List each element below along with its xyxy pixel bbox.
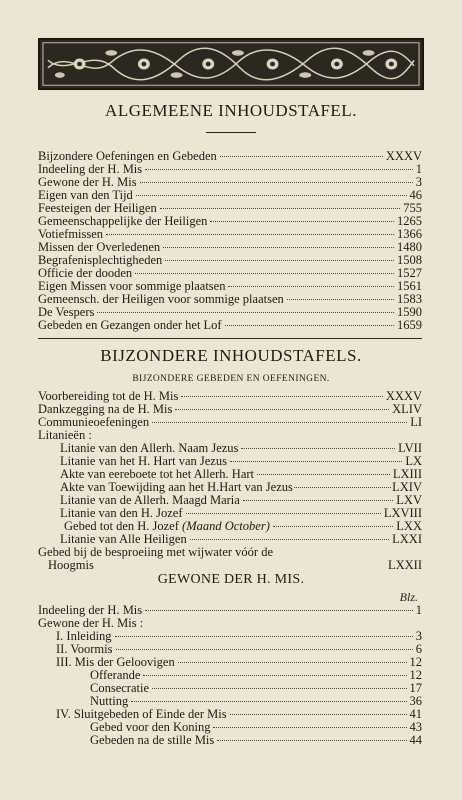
toc-row: II. Voormis 6	[56, 642, 422, 656]
toc-row: Litanie van den H. Jozef LXVIII	[60, 506, 422, 520]
section-divider	[38, 338, 422, 339]
toc-row-text: Gebed bij de besproeiing met wijwater vóór de	[38, 545, 273, 559]
toc-row: Indeeling der H. Mis 1	[38, 603, 422, 617]
toc-row: Gebeden en Gezangen onder het Lof 1659	[38, 318, 422, 332]
toc-row: Gemeensch. der Heiligen voor sommige plaatsen 1583	[38, 292, 422, 306]
toc-row: Litanie van Alle Heiligen LXXI	[60, 532, 422, 546]
toc-row: IV. Sluitgebeden of Einde der Mis 41	[56, 707, 422, 721]
gewone-section-title: GEWONE DER H. MIS.	[157, 572, 305, 587]
title-rule	[206, 132, 256, 133]
toc-row: De Vespers 1590	[38, 305, 422, 319]
toc-row: Akte van Toewijding aan het H.Hart van Jezus LXIV	[60, 480, 422, 494]
toc-row: Votiefmissen 1366	[38, 227, 422, 241]
toc-row: Gebed voor den Koning 43	[90, 720, 422, 734]
decorative-header-ornament	[38, 38, 424, 90]
toc-row: Eigen Missen voor sommige plaatsen 1561	[38, 279, 422, 293]
toc-row: III. Mis der Geloovigen 12	[56, 655, 422, 669]
toc-row: Communieoefeningen LI	[38, 415, 422, 429]
toc-row: Gewone der H. Mis 3	[38, 175, 422, 189]
toc-row: Consecratie 17	[90, 681, 422, 695]
toc-row: Voorbereiding tot de H. Mis XXXV	[38, 389, 422, 403]
toc-row: Hoogmis LXXII	[48, 558, 422, 572]
special-subtitle: BIJZONDERE GEBEDEN EN OEFENINGEN.	[132, 374, 330, 384]
toc-row: Missen der Overledenen 1480	[38, 240, 422, 254]
toc-row: Gebed tot den H. Jozef (Maand October) LXX	[64, 519, 422, 533]
toc-row: I. Inleiding 3	[56, 629, 422, 643]
toc-row: Eigen van den Tijd 46	[38, 188, 422, 202]
toc-row: Offerande 12	[90, 668, 422, 682]
main-title: ALGEMEENE INHOUDSTAFEL.	[105, 101, 357, 120]
toc-row: Litanie van den Allerh. Naam Jezus LVII	[60, 441, 422, 455]
gewone-heading: Gewone der H. Mis :	[38, 616, 144, 630]
toc-row: Feesteigen der Heiligen 755	[38, 201, 422, 215]
toc-row: Begrafenisplechtigheden 1508	[38, 253, 422, 267]
toc-row: Litanie van de Allerh. Maagd Maria LXV	[60, 493, 422, 507]
toc-row: Gebeden na de stille Mis 44	[90, 733, 422, 747]
toc-row: Litanie van het H. Hart van Jezus LX	[60, 454, 422, 468]
toc-row: Officie der dooden 1527	[38, 266, 422, 280]
toc-row: Dankzegging na de H. Mis XLIV	[38, 402, 422, 416]
special-title: BIJZONDERE INHOUDSTAFELS.	[100, 346, 362, 365]
toc-row: Nutting 36	[90, 694, 422, 708]
toc-row: Akte van eereboete tot het Allerh. Hart LXIII	[60, 467, 422, 481]
toc-row: Gemeenschappelijke der Heiligen 1265	[38, 214, 422, 228]
page-column-label: Blz.	[399, 590, 418, 604]
toc-row: Bijzondere Oefeningen en Gebeden XXXV	[38, 149, 422, 163]
toc-row: Indeeling der H. Mis 1	[38, 162, 422, 176]
litanieen-heading: Litanieën :	[38, 428, 92, 442]
